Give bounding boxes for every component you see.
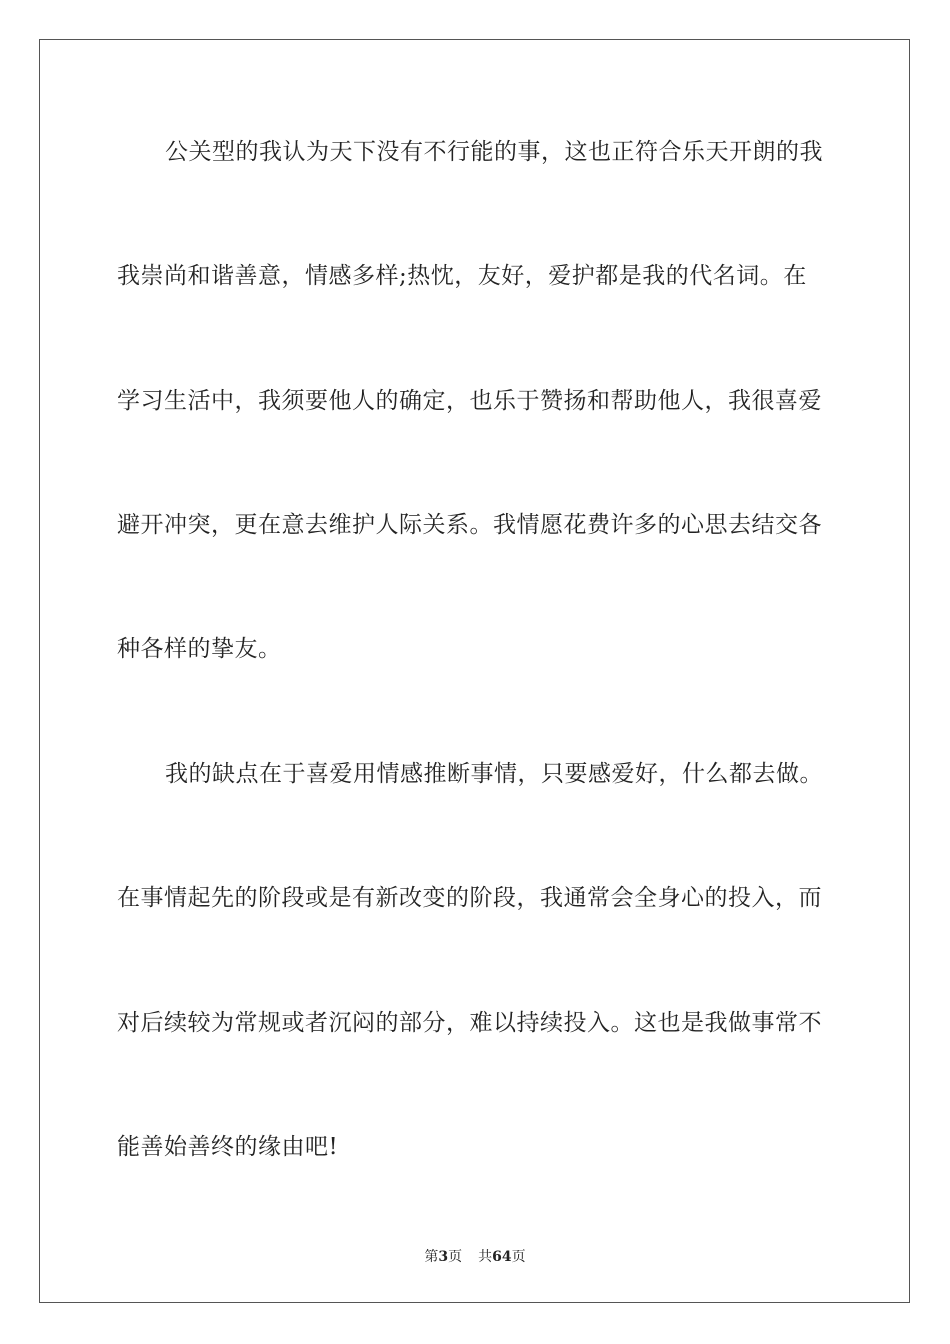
paragraph-2-line-1: 我的缺点在于喜爱用情感推断事情，只要感爱好，什么都去做。 — [165, 761, 823, 787]
paragraph-1-line-5: 种各样的挚友。 — [117, 636, 282, 662]
paragraph-2-line-3: 对后续较为常规或者沉闷的部分，难以持续投入。这也是我做事常不 — [117, 1010, 822, 1036]
page-number-label: 第3页 — [424, 1249, 463, 1265]
paragraph-1-line-1: 公关型的我认为天下没有不行能的事，这也正符合乐天开朗的我 — [165, 139, 823, 165]
paragraph-1-line-3: 学习生活中，我须要他人的确定，也乐于赞扬和帮助他人，我很喜爱 — [117, 388, 822, 414]
paragraph-2-line-2: 在事情起先的阶段或是有新改变的阶段，我通常会全身心的投入，而 — [117, 885, 822, 911]
total-pages-label: 共64页 — [478, 1249, 526, 1265]
paragraph-2-line-4: 能善始善终的缘由吧! — [117, 1134, 339, 1160]
page-border — [39, 39, 910, 1303]
paragraph-1-line-2: 我崇尚和谐善意，情感多样;热忱，友好，爱护都是我的代名词。在 — [117, 263, 807, 289]
paragraph-1-line-4: 避开冲突，更在意去维护人际关系。我情愿花费许多的心思去结交各 — [117, 512, 822, 538]
page-footer — [0, 1248, 950, 1266]
